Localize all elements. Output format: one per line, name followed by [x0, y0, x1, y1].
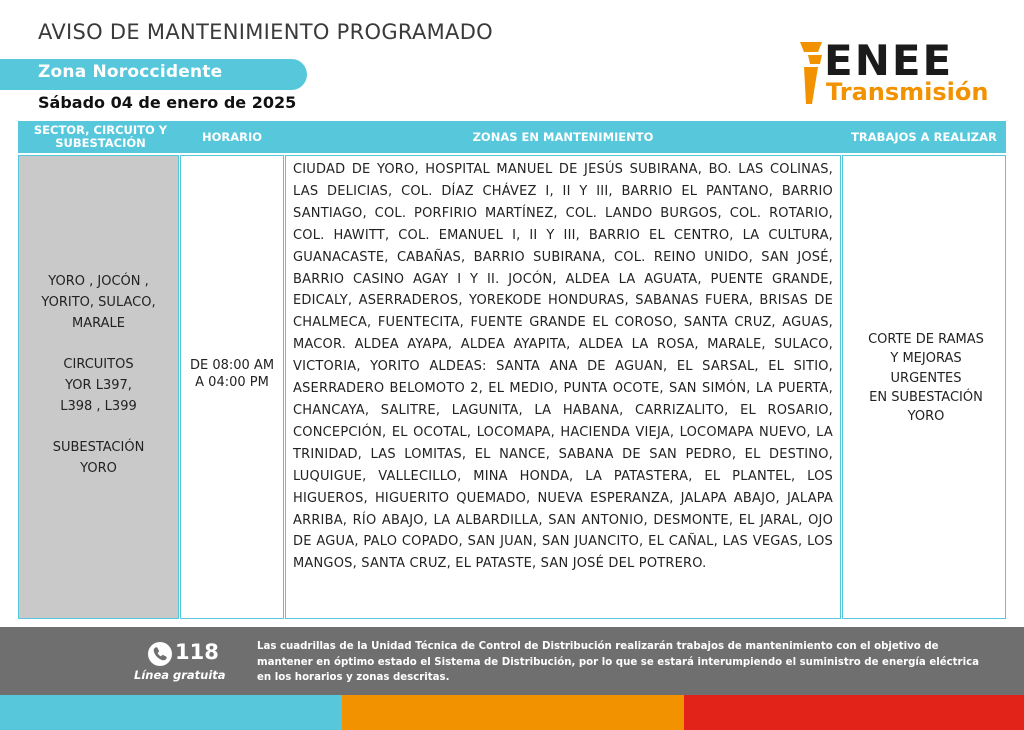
substation-line: YORO	[80, 461, 117, 477]
sector-content	[18, 272, 179, 480]
horario-line: A 04:00 PM	[195, 375, 269, 390]
header-zonas: ZONAS EN MANTENIMIENTO	[472, 129, 654, 144]
trabajos-line: Y MEJORAS	[890, 351, 962, 367]
circuit-line: YOR L397,	[65, 377, 132, 393]
footer-notice: Las cuadrillas de la Unidad Técnica de Control de Distribución realizarán trabajos de mantenimiento con el objetivo de mantener en óptimo estado el Sistema de Distribución, por lo que se estará interumpiendo el suministro de energía eléctrica en los horarios y zonas descritas.	[257, 641, 979, 683]
stripe-orange	[342, 695, 684, 730]
maintenance-date: Sábado 04 de enero de 2025	[38, 93, 297, 112]
stripe-red	[684, 695, 1024, 730]
hotline-label: Línea gratuita	[134, 668, 226, 682]
trabajos-line: EN SUBESTACIÓN	[869, 389, 983, 405]
substation-line: SUBESTACIÓN	[52, 440, 145, 456]
sector-line: MARALE	[72, 315, 125, 331]
logo-flame-icon	[798, 42, 826, 104]
trabajos-line: CORTE DE RAMAS	[868, 332, 984, 347]
hotline-number: 118	[175, 640, 219, 664]
zonas-list: CIUDAD DE YORO, HOSPITAL MANUEL DE JESÚS SUBIRANA, BO. LAS COLINAS, LAS DELICIAS, COL. DÍAZ CHÁVEZ I, II Y III, BARRIO EL PANTANO, BARRIO SANTIAGO, COL. PORFIRIO MARTÍNEZ, COL. LANDO BURGOS, COL. ROTARIO, COL. HAWITT, COL. EMANUEL I, II Y III, BARRIO EL CENTRO, LA CULTURA, GUANACASTE, CABAÑAS, BARRIO SUBIRANA, COL. REINO UNIDO, SAN JOSÉ, BARRIO CASINO AGAY I Y II. JOCÓN, ALDEA LA AGUATA, PUENTE GRANDE, EDICALY, ASERRADEROS, YOREKODE HONDURAS, SABANAS FUERA, BRISAS DE CHALMECA, FUENTECITA, FUENTE GRANDE EL COROSO, SANTA CRUZ, AGUAS, MACOR. ALDEA AYAPA, ALDEA AYAPITA, ALDEA LA ROSA, MARALE, SULACO, VICTORIA, YORITO ALDEAS: SANTA ANA DE AGUAN, EL SARSAL, EL SITIO, ASERRADERO BELOMOTO 2, EL MEDIO, PUNTA OCOTE, SAN SIMÓN, LA PUERTA, CHANCAYA, SALITRE, LAGUNITA, LA HABANA, CARRIZALITO, EL ROSARIO, CONCEPCIÓN, EL OCOTAL, LOCOMAPA, HACIENDA VIEJA, LOCOMAPA NUEVO, LA TRINIDAD, LAS LOMITAS, EL NANCE, SABANA DE SAN PEDRO, EL DESTINO, LUQUIGUE, VALLECILLO, MINA HONDA, LA PATASTERA, EL PLANTEL, LOS HIGUEROS, HIGUERITO QUEMADO, NUEVA ESPERANZA, JALAPA ABAJO, JALAPA ARRIBA, RÍO ABAJO, LA ALBARDILLA, SAN ANTONIO, DESMONTE, EL JARAL, OJO DE AGUA, PALO COPADO, SAN JUAN, SAN JUANCITO, EL CAÑAL, LAS VEGAS, LOS MANGOS, SANTA CRUZ, EL PATASTE, SAN JOSÉ DEL POTRERO.	[293, 162, 833, 572]
circuit-line: CIRCUITOS	[63, 357, 134, 373]
header-trabajos: TRABAJOS A REALIZAR	[851, 129, 997, 144]
trabajos-line: YORO	[907, 409, 945, 425]
sector-line: YORITO, SULACO,	[41, 294, 156, 310]
sector-line: YORO , JOCÓN ,	[48, 274, 149, 289]
stripe-cyan	[0, 695, 342, 730]
page-title: AVISO DE MANTENIMIENTO PROGRAMADO	[38, 20, 493, 44]
logo-subtitle-text: Transmisión	[826, 78, 989, 106]
header-horario: HORARIO	[201, 129, 263, 144]
trabajos-line: URGENTES	[890, 370, 962, 386]
zone-label: Zona Noroccidente	[38, 62, 223, 82]
phone-icon	[147, 641, 173, 667]
logo-brand-text: ENEE	[824, 36, 954, 85]
header-sector: SECTOR, CIRCUITO Y SUBESTACIÓN	[33, 123, 168, 150]
circuit-line: L398 , L399	[60, 398, 137, 414]
enee-transmision-logo	[798, 36, 998, 112]
trabajos-content	[846, 330, 1006, 426]
horario-content	[180, 357, 284, 391]
horario-line: DE 08:00 AM	[189, 358, 275, 373]
